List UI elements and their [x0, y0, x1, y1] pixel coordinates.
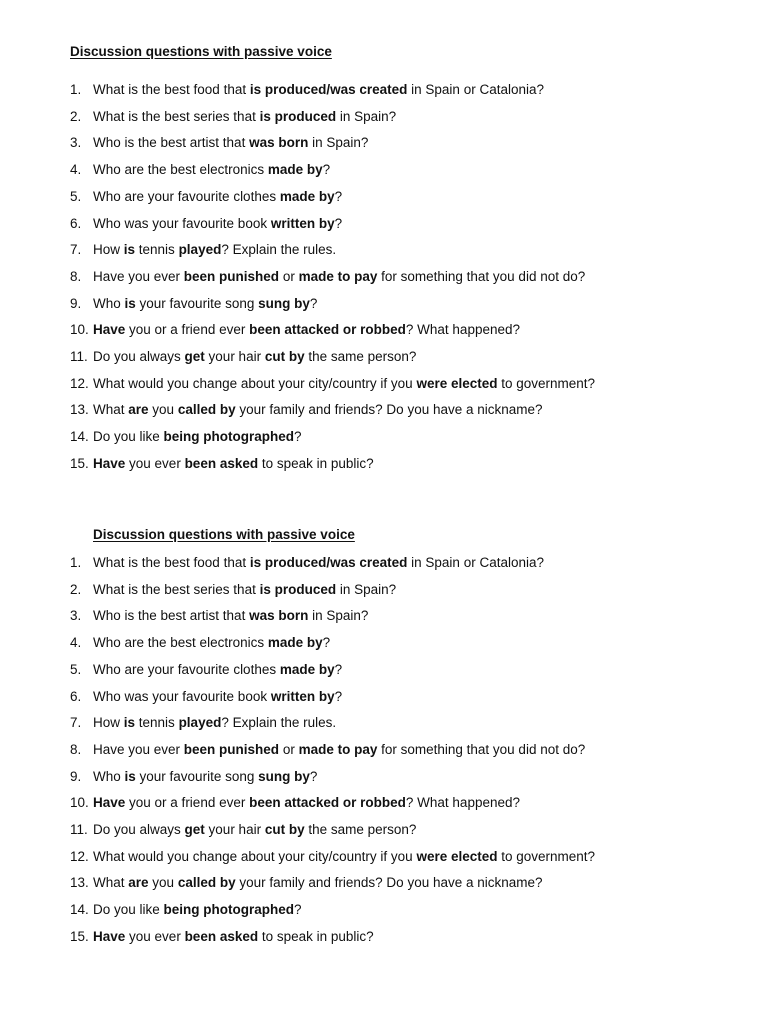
- question-text: [93, 214, 342, 234]
- question-text: [93, 187, 342, 207]
- bold-passive-phrase: made by: [279, 188, 335, 204]
- question-text-segment: Do you always: [93, 822, 185, 837]
- question-item: [0, 133, 700, 153]
- question-text-segment: ?: [322, 635, 331, 651]
- question-text-segment: Who was your favourite book: [93, 215, 271, 231]
- question-text: [93, 294, 317, 314]
- question-text: [93, 267, 585, 287]
- question-item: [0, 580, 700, 600]
- question-number: 15.: [70, 928, 89, 944]
- question-text-segment: or: [279, 741, 299, 757]
- bold-passive-phrase: were elected: [416, 848, 498, 864]
- question-item: [0, 633, 700, 653]
- bold-passive-phrase: written by: [270, 688, 335, 704]
- question-number: 14.: [70, 429, 89, 445]
- question-text: [93, 687, 342, 707]
- question-item: [0, 214, 700, 234]
- question-number: 3.: [70, 135, 82, 151]
- question-number: 15.: [70, 455, 89, 471]
- question-text-segment: you or a friend ever: [125, 795, 250, 811]
- question-text-segment: ? What happened?: [405, 795, 520, 811]
- bold-passive-phrase: was born: [249, 608, 309, 624]
- question-text-segment: ?: [309, 295, 318, 311]
- question-text-segment: to government?: [497, 375, 596, 391]
- question-text-segment: you ever: [125, 455, 185, 471]
- question-item: [0, 713, 700, 733]
- question-text-segment: ? Explain the rules.: [221, 242, 337, 258]
- question-item: [0, 820, 700, 840]
- question-text-segment: in Spain?: [308, 135, 369, 151]
- question-item: [0, 687, 700, 707]
- question-number: 9.: [70, 768, 82, 784]
- question-text: [93, 320, 520, 340]
- question-text-segment: ?: [322, 162, 331, 178]
- bold-passive-phrase: been punished: [183, 741, 280, 757]
- bold-passive-phrase: cut by: [264, 822, 305, 837]
- bold-passive-phrase: is produced/was created: [249, 555, 408, 570]
- question-item: [0, 900, 700, 920]
- question-text-segment: ?: [294, 902, 302, 918]
- question-item: [0, 427, 700, 447]
- question-text-segment: your hair: [204, 822, 265, 837]
- question-text-segment: in Spain?: [336, 581, 397, 597]
- question-text: [93, 606, 368, 626]
- bold-passive-phrase: is: [123, 715, 136, 731]
- bold-passive-phrase: sung by: [258, 295, 310, 311]
- question-number: 7.: [70, 715, 82, 731]
- question-text-segment: How: [93, 715, 124, 731]
- question-item: [0, 793, 700, 813]
- question-text-segment: ?: [309, 768, 318, 784]
- question-text-segment: to speak in public?: [258, 928, 374, 944]
- section-heading: Discussion questions with passive voice: [93, 527, 355, 542]
- question-text-segment: your favourite song: [135, 295, 259, 311]
- bold-passive-phrase: made to pay: [298, 741, 378, 757]
- question-text-segment: Do you like: [93, 902, 164, 918]
- question-item: [0, 267, 700, 287]
- question-text-segment: Who are your favourite clothes: [93, 661, 280, 677]
- question-text-segment: What would you change about your city/country if you: [93, 375, 417, 391]
- bold-passive-phrase: cut by: [264, 349, 305, 364]
- question-text-segment: Who: [93, 295, 125, 311]
- question-item: [0, 400, 700, 420]
- question-number: 6.: [70, 215, 82, 231]
- question-text: [93, 847, 595, 867]
- bold-passive-phrase: Have: [93, 795, 126, 811]
- question-text: [93, 240, 336, 260]
- bold-passive-phrase: been asked: [184, 928, 259, 944]
- question-text: [93, 660, 342, 680]
- question-text-segment: ? What happened?: [405, 322, 520, 338]
- question-number: 10.: [70, 322, 89, 338]
- bold-passive-phrase: been attacked or robbed: [249, 795, 406, 811]
- question-number: 13.: [70, 402, 89, 418]
- question-item: [0, 454, 700, 474]
- bold-passive-phrase: were elected: [416, 375, 498, 391]
- question-text-segment: ?: [334, 188, 343, 204]
- bold-passive-phrase: written by: [270, 215, 335, 231]
- question-text: [93, 580, 396, 600]
- question-number: 1.: [70, 555, 82, 570]
- question-item: [0, 240, 700, 260]
- bold-passive-phrase: being photographed: [163, 429, 295, 445]
- question-number: 12.: [70, 375, 89, 391]
- question-item: [0, 80, 700, 100]
- bold-passive-phrase: sung by: [258, 768, 310, 784]
- question-text-segment: What would you change about your city/country if you: [93, 848, 417, 864]
- question-text-segment: your favourite song: [135, 768, 259, 784]
- question-text-segment: What is the best food that: [93, 555, 250, 570]
- question-text-segment: or: [279, 268, 299, 284]
- bold-passive-phrase: is produced: [259, 581, 337, 597]
- question-text: [93, 633, 330, 653]
- question-item: [0, 847, 700, 867]
- question-number: 11.: [70, 349, 88, 364]
- question-number: 10.: [70, 795, 89, 811]
- question-item: [0, 294, 700, 314]
- question-text-segment: you: [148, 875, 178, 891]
- question-text-segment: for something that you did not do?: [377, 268, 586, 284]
- bold-passive-phrase: is produced: [259, 108, 337, 124]
- question-text-segment: to speak in public?: [258, 455, 374, 471]
- question-text-segment: Who are your favourite clothes: [93, 188, 280, 204]
- question-number: 4.: [70, 635, 82, 651]
- question-text-segment: ?: [334, 688, 343, 704]
- question-text: [93, 454, 374, 474]
- question-text: [93, 400, 543, 420]
- bold-passive-phrase: played: [178, 242, 222, 258]
- question-text: [93, 713, 336, 733]
- question-text-segment: to government?: [497, 848, 596, 864]
- question-text-segment: What is the best series that: [93, 108, 260, 124]
- section-heading: Discussion questions with passive voice: [70, 44, 332, 59]
- question-text: [93, 374, 595, 394]
- question-text-segment: Who was your favourite book: [93, 688, 271, 704]
- bold-passive-phrase: is: [124, 768, 136, 784]
- bold-passive-phrase: being photographed: [163, 902, 295, 918]
- question-number: 2.: [70, 581, 82, 597]
- question-number: 5.: [70, 188, 82, 204]
- bold-passive-phrase: played: [178, 715, 222, 731]
- question-number: 4.: [70, 162, 82, 178]
- question-text: [93, 927, 374, 947]
- question-text-segment: in Spain?: [336, 108, 397, 124]
- question-text: [93, 80, 544, 100]
- bold-passive-phrase: are: [128, 402, 149, 418]
- question-text-segment: Who are the best electronics: [93, 635, 268, 651]
- question-text-segment: you: [148, 402, 178, 418]
- question-item: [0, 927, 700, 947]
- question-number: 13.: [70, 875, 89, 891]
- bold-passive-phrase: been attacked or robbed: [249, 322, 406, 338]
- question-text: [93, 347, 416, 367]
- question-number: 14.: [70, 902, 89, 918]
- question-text-segment: your family and friends? Do you have a nickname?: [235, 875, 543, 891]
- bold-passive-phrase: Have: [93, 322, 126, 338]
- question-number: 5.: [70, 661, 82, 677]
- question-text-segment: ? Explain the rules.: [221, 715, 337, 731]
- question-text-segment: for something that you did not do?: [377, 741, 586, 757]
- question-text-segment: Who is the best artist that: [93, 608, 250, 624]
- question-text: [93, 900, 302, 920]
- question-number: 12.: [70, 848, 89, 864]
- question-text-segment: you ever: [125, 928, 185, 944]
- question-text: [93, 427, 302, 447]
- bold-passive-phrase: made by: [279, 661, 335, 677]
- question-number: 2.: [70, 108, 82, 124]
- question-text-segment: the same person?: [304, 822, 417, 837]
- question-text-segment: ?: [294, 429, 302, 445]
- question-text-segment: tennis: [135, 242, 179, 258]
- bold-passive-phrase: is: [124, 295, 136, 311]
- question-number: 1.: [70, 82, 82, 97]
- question-text-segment: What: [93, 875, 129, 891]
- question-item: [0, 160, 700, 180]
- question-text: [93, 107, 396, 127]
- question-text-segment: ?: [334, 661, 343, 677]
- question-item: [0, 767, 700, 787]
- question-number: 6.: [70, 688, 82, 704]
- question-item: [0, 740, 700, 760]
- bold-passive-phrase: Have: [93, 928, 126, 944]
- question-item: [0, 660, 700, 680]
- question-text-segment: Who are the best electronics: [93, 162, 268, 178]
- question-number: 11.: [70, 822, 88, 837]
- question-item: [0, 347, 700, 367]
- bold-passive-phrase: called by: [177, 402, 236, 418]
- question-item: [0, 374, 700, 394]
- question-number: 3.: [70, 608, 82, 624]
- question-text: [93, 820, 416, 840]
- question-text-segment: Who is the best artist that: [93, 135, 250, 151]
- bold-passive-phrase: called by: [177, 875, 236, 891]
- bold-passive-phrase: been punished: [183, 268, 280, 284]
- bold-passive-phrase: was born: [249, 135, 309, 151]
- bold-passive-phrase: is produced/was created: [249, 82, 408, 97]
- question-item: [0, 320, 700, 340]
- question-text: [93, 767, 317, 787]
- question-text-segment: Do you like: [93, 429, 164, 445]
- question-text-segment: Do you always: [93, 349, 185, 364]
- question-item: [0, 606, 700, 626]
- question-text: [93, 553, 544, 573]
- question-text-segment: you or a friend ever: [125, 322, 250, 338]
- question-text: [93, 793, 520, 813]
- question-item: [0, 187, 700, 207]
- question-number: 7.: [70, 242, 82, 258]
- bold-passive-phrase: get: [184, 822, 205, 837]
- question-text-segment: Have you ever: [93, 268, 184, 284]
- bold-passive-phrase: Have: [93, 455, 126, 471]
- question-text: [93, 873, 543, 893]
- question-text-segment: Who: [93, 768, 125, 784]
- question-text-segment: in Spain or Catalonia?: [407, 82, 544, 97]
- bold-passive-phrase: made to pay: [298, 268, 378, 284]
- question-text: [93, 133, 368, 153]
- question-text-segment: What is the best food that: [93, 82, 250, 97]
- question-item: [0, 873, 700, 893]
- bold-passive-phrase: are: [128, 875, 149, 891]
- question-text-segment: tennis: [135, 715, 179, 731]
- question-item: [0, 107, 700, 127]
- question-item: [0, 553, 700, 573]
- bold-passive-phrase: been asked: [184, 455, 259, 471]
- question-text-segment: in Spain?: [308, 608, 369, 624]
- bold-passive-phrase: get: [184, 349, 205, 364]
- question-text-segment: your family and friends? Do you have a nickname?: [235, 402, 543, 418]
- bold-passive-phrase: made by: [267, 162, 323, 178]
- question-text-segment: Have you ever: [93, 741, 184, 757]
- question-text-segment: How: [93, 242, 124, 258]
- question-text-segment: What: [93, 402, 129, 418]
- question-number: 9.: [70, 295, 82, 311]
- bold-passive-phrase: is: [123, 242, 136, 258]
- question-number: 8.: [70, 741, 82, 757]
- question-text-segment: the same person?: [304, 349, 417, 364]
- question-text: [93, 160, 330, 180]
- question-text-segment: your hair: [204, 349, 265, 364]
- bold-passive-phrase: made by: [267, 635, 323, 651]
- question-number: 8.: [70, 268, 82, 284]
- question-text: [93, 740, 585, 760]
- question-text-segment: What is the best series that: [93, 581, 260, 597]
- question-text-segment: ?: [334, 215, 343, 231]
- question-text-segment: in Spain or Catalonia?: [407, 555, 544, 570]
